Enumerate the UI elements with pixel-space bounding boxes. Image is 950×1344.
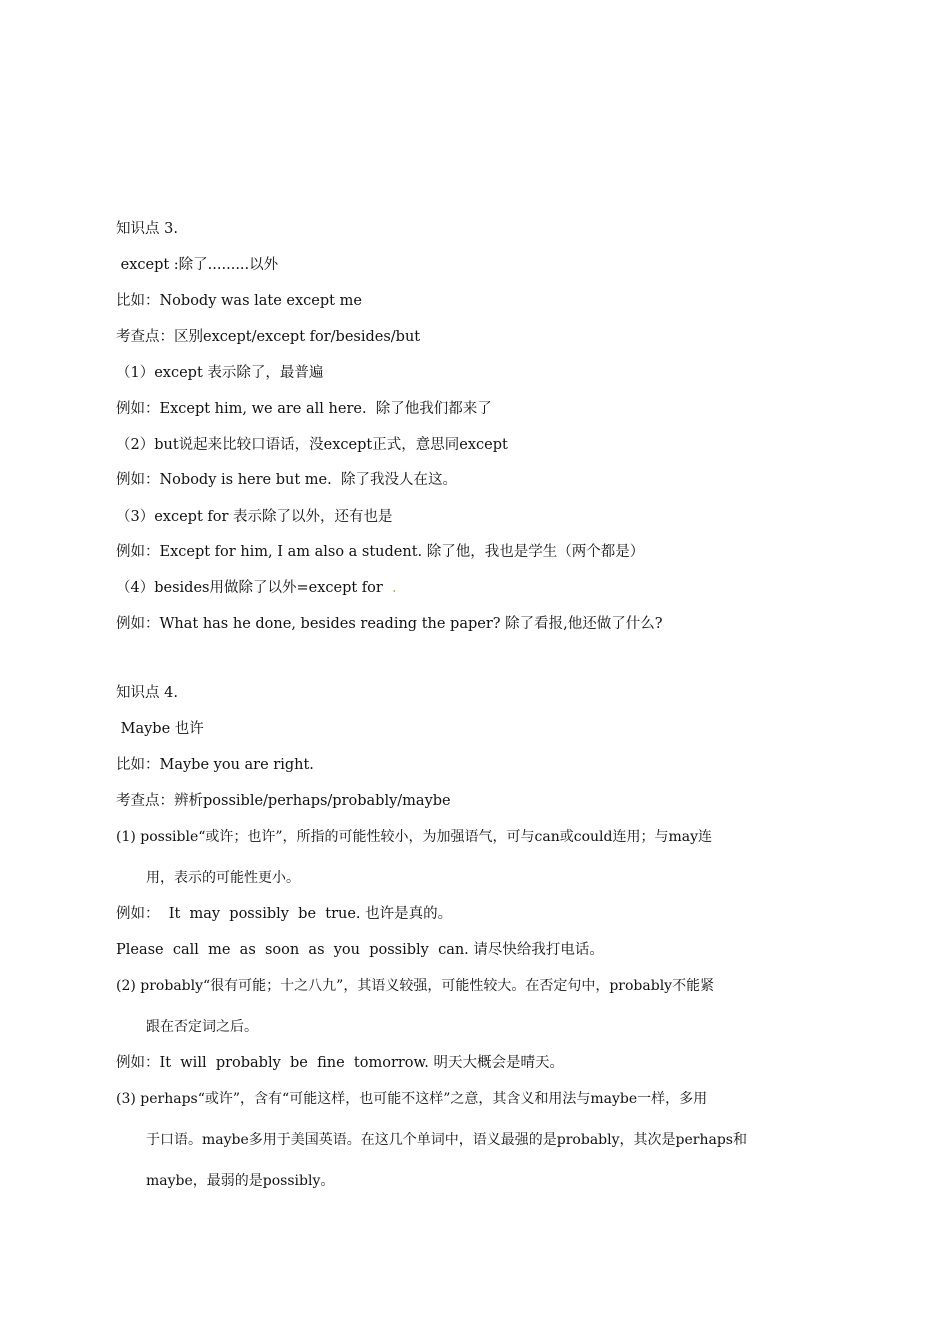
section3-item-4: [116, 578, 397, 598]
section3-word: except :除了.........以外: [116, 257, 279, 273]
section3-example: 比如：Nobody was late except me: [116, 293, 362, 309]
section3-item-2-example: 例如：Nobody is here but me. 除了我没人在这。: [116, 472, 457, 488]
section3-test-point: 考查点：区别except/except for/besides/but: [116, 329, 421, 345]
section4-item-3-line1: (3) perhaps“或许”，含有“可能这样，也可能不这样”之意，其含义和用法与maybe一样，多用: [116, 1091, 708, 1107]
section3-item-1: （1）except 表示除了，最普遍: [116, 365, 324, 381]
section4-item-2-line2: 跟在否定词之后。: [146, 1019, 258, 1035]
section4-item-1-example2: Please call me as soon as you possibly can. 请尽快给我打电话。: [116, 942, 604, 958]
section3-item-3: （3）except for 表示除了以外，还有也是: [116, 509, 393, 525]
section4-item-3-line3: maybe，最弱的是possibly。: [146, 1173, 335, 1189]
section4-test-point: 考查点：辨析possible/perhaps/probably/maybe: [116, 793, 451, 809]
section3-item-4-text: （4）besides用做除了以外=except for: [116, 580, 383, 596]
section3-item-2: （2）but说起来比较口语话，没except正式，意思同except: [116, 437, 508, 453]
section4-example-pre: 比如：Maybe: [116, 757, 214, 773]
section3-item-3-example: 例如：Except for him, I am also a student. 除了他，我也是学生（两个都是）: [116, 544, 645, 560]
section3-heading: 知识点 3.: [116, 221, 178, 237]
section4-item-2-line1: (2) probably“很有可能；十之八九”，其语义较强，可能性较大。在否定句中，probably不能紧: [116, 978, 715, 994]
section4-example: [116, 755, 314, 775]
section3-item-1-example: 例如：Except him, we are all here. 除了他我们都来了: [116, 401, 492, 417]
section4-heading: 知识点 4.: [116, 685, 178, 701]
section4-word: Maybe 也许: [116, 721, 204, 737]
section4-example-post: you are right.: [213, 757, 314, 773]
section4-item-2-example: 例如：It will probably be fine tomorrow. 明天大概会是晴天。: [116, 1055, 564, 1071]
highlight-marker: .: [392, 580, 397, 596]
section4-item-3-line2: 于口语。maybe多用于美国英语。在这几个单词中，语义最强的是probably，其次是perhaps和: [146, 1132, 747, 1148]
section4-item-1-line2: 用，表示的可能性更小。: [146, 870, 300, 886]
section4-item-1-line1: (1) possible“或许；也许”，所指的可能性较小，为加强语气，可与can或could连用；与may连: [116, 829, 713, 845]
section4-item-1-example1: 例如： It may possibly be true. 也许是真的。: [116, 906, 453, 922]
section3-item-4-example: 例如：What has he done, besides reading the paper? 除了看报,他还做了什么?: [116, 616, 663, 632]
